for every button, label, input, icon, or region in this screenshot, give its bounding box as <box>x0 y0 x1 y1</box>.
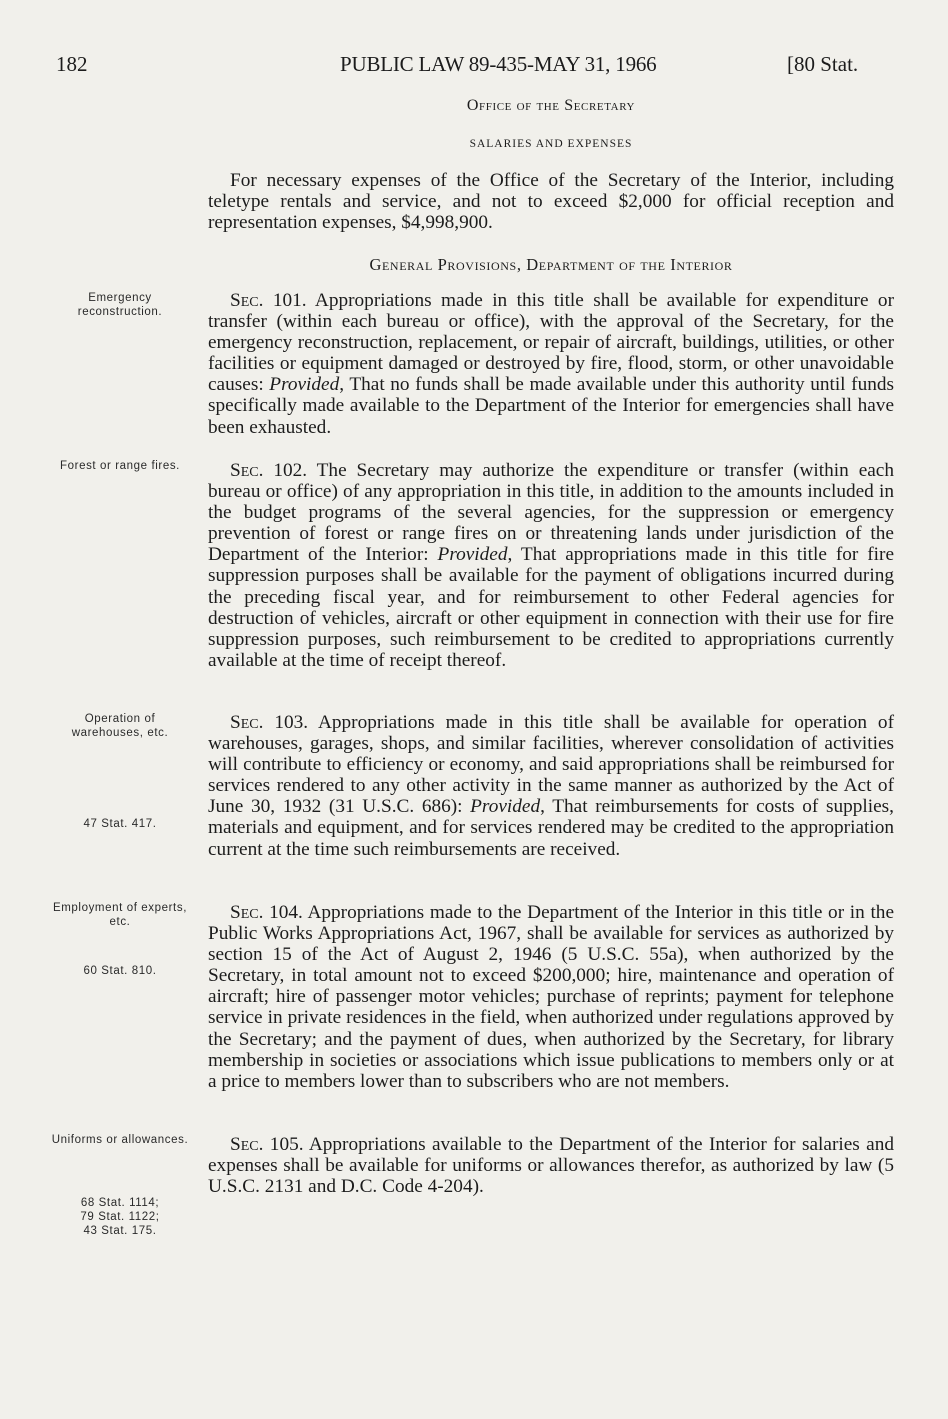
section-103 <box>208 712 894 860</box>
section-102 <box>208 460 894 671</box>
section-101 <box>208 290 894 438</box>
section-text: Appropriations made in this title shall be available for expenditure or transfer (within each bureau or office), with the approval of the Secretary, for the emergency reconstruction, replacement, or repair of aircraft, buildings, utilities, or other facilities or equipment damaged or destroyed by fire, flood, storm, or other unavoidable causes: <box>208 290 894 396</box>
salaries-subheading: SALARIES AND EXPENSES <box>469 138 633 150</box>
section-text-after: , That appropriations made in this title for fire suppression purposes shall be available for the payment of obligations incurred during the preceding fiscal year, and for reimbursement to other Federal agencies for destruction of vehicles, aircraft or other equipment in connection with their use for fire suppression purposes, such reimbursement to be credited to appropriations currently available at the time of receipt thereof. <box>208 544 894 671</box>
provided-word: Provided <box>470 796 541 818</box>
margin-note-employment: Employment of experts, etc. <box>52 902 187 928</box>
section-text: The Secretary may authorize the expenditure or transfer (within each bureau or office) of any appropriation in this title, in addition to the amounts included in the budget programs of the several agencies, for the suppression or emergency prevention of forest or range fires on or threatening lands under jurisdiction of the Department of the Interior: <box>208 460 895 566</box>
section-label: Sec. 102. <box>230 460 308 481</box>
margin-note-stat-60: 60 Stat. 810. <box>83 965 157 977</box>
section-105 <box>208 1134 894 1197</box>
section-104 <box>208 902 894 1092</box>
section-text: Appropriations made to the Department of the Interior in this title or in the Public Works Appropriations Act, 1967, shall be available for services as authorized by section 15 of the Act of August 2, 1946 (5 U.S.C. 55a), when authorized by the Secretary, in total amount not to exceed $200,000; hire, maintenance and operation of aircraft; hire of passenger motor vehicles; purchase of reprints; payment for telephone service in private residences in the field, when authorized under regulations approved by the Secretary; and the payment of dues, when authorized by the Secretary, for library membership in societies or associations which issue publications to members only or at a price to members lower than to subscribers who are not members. <box>208 902 894 1092</box>
margin-note-uniforms: Uniforms or allowances. <box>51 1134 189 1146</box>
margin-note-stat-79: 79 Stat. 1122; <box>80 1211 160 1223</box>
provided-word: Provided <box>269 374 340 396</box>
section-label: Sec. 104. <box>230 902 303 923</box>
stat-volume-ref: [80 Stat. <box>787 52 859 76</box>
margin-note-stat-47: 47 Stat. 417. <box>83 818 157 830</box>
margin-note-emergency: Emergency reconstruction. <box>77 292 163 318</box>
office-paragraph <box>208 170 894 233</box>
provided-word: Provided <box>437 544 508 566</box>
margin-note-forest: Forest or range fires. <box>60 460 180 472</box>
office-heading: Office of the Secretary <box>466 97 636 114</box>
section-label: Sec. 101. <box>230 290 307 311</box>
section-text: Appropriations made in this title shall be available for operation of warehouses, garages, shops, and similar facilities, wherever consolidation of activities will contribute to efficiency or economy, and said appropriations shall be reimbursed for services rendered to any other activity in the same manner as authorized by the Act of June 30, 1932 (31 U.S.C. 686): <box>208 712 894 818</box>
office-paragraph-text: For necessary expenses of the Office of the Secretary of the Interior, including teletype rentals and service, and not to exceed $2,000 for official reception and representation expenses, $4,998,900. <box>208 170 894 234</box>
margin-note-stat-68: 68 Stat. 1114; <box>80 1197 160 1209</box>
section-label: Sec. 103. <box>230 712 309 733</box>
running-title: PUBLIC LAW 89-435-MAY 31, 1966 <box>340 52 657 76</box>
section-text-after: , That no funds shall be made available under this authority until funds specifically made available to the Department of the Interior for emergencies shall have been exhausted. <box>208 374 894 438</box>
margin-note-operation: Operation of warehouses, etc. <box>71 713 169 739</box>
section-label: Sec. 105. <box>230 1134 304 1155</box>
section-text-after: , That reimbursements for costs of supplies, materials and equipment, and for services rendered may be credited to the appropriation current at the time such reimbursements are received. <box>208 796 894 860</box>
general-provisions-heading: General Provisions, Department of the Interior <box>369 255 733 274</box>
page-number: 182 <box>56 52 88 76</box>
section-text: Appropriations available to the Department of the Interior for salaries and expenses shall be available for uniforms or allowances therefor, as authorized by law (5 U.S.C. 2131 and D.C. Code 4-204). <box>208 1134 894 1198</box>
margin-note-stat-43: 43 Stat. 175. <box>83 1225 157 1237</box>
